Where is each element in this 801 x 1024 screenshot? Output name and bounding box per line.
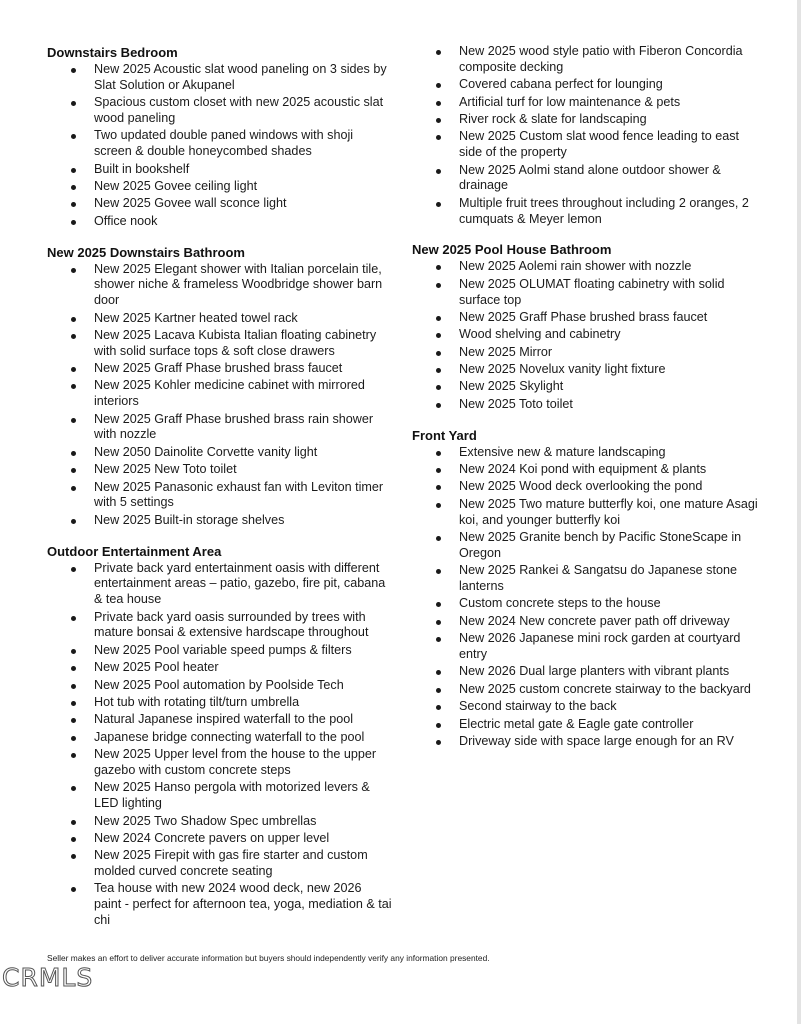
list-item-text: Driveway side with space large enough for an RV (459, 733, 734, 748)
bullet-icon (71, 101, 76, 106)
bullet-icon (71, 684, 76, 689)
bullet-icon (71, 451, 76, 456)
list-item (47, 262, 392, 309)
list-item (412, 682, 762, 698)
list-item-text: New 2026 Japanese mini rock garden at courtyard entry (459, 631, 741, 661)
list-item-text: Private back yard oasis surrounded by trees with mature bonsai & extensive hardscape throughout (94, 609, 369, 640)
list-item-text: New 2025 Upper level from the house to the upper gazebo with custom concrete steps (94, 747, 377, 777)
bullet-icon (436, 705, 441, 710)
list-item (412, 44, 762, 76)
bullet-list (412, 259, 762, 412)
bullet-icon (71, 616, 76, 621)
list-item-text: New 2025 Built-in storage shelves (94, 512, 285, 527)
bullet-icon (436, 333, 441, 338)
bullet-icon (436, 403, 441, 408)
list-item-text: New 2024 New concrete paver path off driveway (459, 613, 730, 628)
bullet-icon (436, 50, 441, 55)
bullet-icon (436, 688, 441, 693)
list-item-text: Hot tub with rotating tilt/turn umbrella (94, 694, 300, 709)
bullet-icon (71, 666, 76, 671)
list-item (47, 311, 392, 327)
bullet-icon (71, 567, 76, 572)
bullet-icon (436, 83, 441, 88)
list-item-text: Office nook (94, 213, 158, 228)
list-item (47, 660, 392, 676)
bullet-icon (71, 468, 76, 473)
list-item-text: New 2025 wood style patio with Fiberon Concordia composite decking (459, 44, 743, 74)
list-item-text: New 2024 Koi pond with equipment & plants (459, 462, 707, 477)
bullet-icon (71, 854, 76, 859)
list-item (47, 831, 392, 847)
list-item-text: New 2025 Two mature butterfly koi, one mature Asagi koi, and younger butterfly koi (459, 496, 758, 527)
list-item-text: New 2025 Govee wall sconce light (94, 196, 287, 211)
list-item (47, 730, 392, 746)
list-item (412, 497, 762, 529)
list-item (47, 412, 392, 444)
bullet-icon (436, 602, 441, 607)
bullet-icon (71, 367, 76, 372)
list-item (412, 614, 762, 630)
list-item (47, 480, 392, 512)
bullet-icon (436, 723, 441, 728)
list-item-text: New 2025 Graff Phase brushed brass faucet (94, 361, 343, 376)
page-edge (797, 0, 801, 1024)
bullet-icon (71, 185, 76, 190)
list-item (412, 277, 762, 309)
list-item-text: New 2025 Mirror (459, 344, 553, 359)
list-item (412, 462, 762, 478)
list-item (47, 378, 392, 410)
left-column (47, 44, 392, 943)
bullet-icon (436, 536, 441, 541)
list-item (412, 310, 762, 326)
section-new-2025-pool-house-bathroom (412, 241, 762, 412)
list-item-text: New 2024 Concrete pavers on upper level (94, 830, 330, 845)
bullet-icon (71, 753, 76, 758)
bullet-icon (71, 736, 76, 741)
list-item-text: New 2025 Kohler medicine cabinet with mirrored interiors (94, 378, 365, 409)
bullet-icon (436, 316, 441, 321)
list-item (412, 327, 762, 343)
list-item-text: New 2025 Hanso pergola with motorized levers & LED lighting (94, 780, 370, 811)
list-item (47, 95, 392, 127)
list-item-text: New 2025 Firepit with gas fire starter and custom molded curved concrete seating (94, 848, 368, 879)
bullet-icon (436, 169, 441, 174)
bullet-icon (71, 68, 76, 73)
list-item (47, 462, 392, 478)
list-item-text: Electric metal gate & Eagle gate controller (459, 716, 694, 731)
section-new-2025-downstairs-bathroom (47, 244, 392, 529)
bullet-icon (71, 519, 76, 524)
bullet-icon (71, 837, 76, 842)
list-item-text: River rock & slate for landscaping (459, 111, 647, 126)
list-item (47, 780, 392, 812)
bullet-list (47, 262, 392, 529)
list-item-text: Multiple fruit trees throughout including 2 oranges, 2 cumquats & Meyer lemon (459, 195, 749, 226)
list-item (412, 397, 762, 413)
list-item (412, 479, 762, 495)
bullet-icon (71, 820, 76, 825)
list-item (412, 563, 762, 595)
bullet-icon (71, 317, 76, 322)
list-item-text: Spacious custom closet with new 2025 acoustic slat wood paneling (94, 95, 384, 125)
list-item-text: New 2025 Pool variable speed pumps & filters (94, 642, 352, 657)
list-item (47, 561, 392, 608)
list-item-text: New 2025 Wood deck overlooking the pond (459, 479, 703, 494)
list-item (412, 129, 762, 161)
bullet-icon (436, 265, 441, 270)
list-item (47, 214, 392, 230)
bullet-icon (436, 351, 441, 356)
list-item-text: Private back yard entertainment oasis with different entertainment areas – patio, gazebo, fire pit, cabana & tea house (94, 560, 386, 607)
list-item (47, 128, 392, 160)
bullet-icon (436, 637, 441, 642)
list-item (47, 814, 392, 830)
list-item (412, 345, 762, 361)
list-item-text: New 2025 Lacava Kubista Italian floating cabinetry with solid surface tops & soft close drawers (94, 327, 377, 358)
list-item (47, 361, 392, 377)
section-title: Front Yard (412, 427, 477, 443)
list-item (47, 610, 392, 642)
bullet-icon (436, 740, 441, 745)
list-item-text: Natural Japanese inspired waterfall to the pool (94, 712, 354, 727)
bullet-icon (436, 451, 441, 456)
section-title: New 2025 Downstairs Bathroom (47, 244, 245, 260)
list-item (412, 717, 762, 733)
list-item (47, 328, 392, 360)
bullet-icon (71, 418, 76, 423)
bullet-list (47, 561, 392, 929)
bullet-icon (436, 569, 441, 574)
list-item (47, 695, 392, 711)
bullet-icon (71, 786, 76, 791)
bullet-icon (436, 101, 441, 106)
section-downstairs-bedroom (47, 44, 392, 230)
list-item (412, 445, 762, 461)
list-item-text: New 2025 Kartner heated towel rack (94, 310, 298, 325)
list-item (412, 259, 762, 275)
section-title: Outdoor Entertainment Area (47, 543, 222, 559)
right-column (412, 44, 762, 764)
section-outdoor-entertainment-area (47, 543, 392, 929)
list-item-text: New 2025 Granite bench by Pacific StoneScape in Oregon (459, 530, 742, 560)
list-item-text: New 2025 Skylight (459, 379, 564, 394)
list-item (47, 179, 392, 195)
bullet-icon (71, 887, 76, 892)
bullet-icon (436, 485, 441, 490)
list-item-text: Built in bookshelf (94, 161, 190, 176)
list-item (412, 112, 762, 128)
list-item (412, 95, 762, 111)
list-item-text: New 2025 Two Shadow Spec umbrellas (94, 813, 317, 828)
list-item-text: New 2025 OLUMAT floating cabinetry with solid surface top (459, 276, 725, 307)
list-item-text: New 2025 Govee ceiling light (94, 178, 258, 193)
bullet-icon (71, 334, 76, 339)
bullet-icon (71, 384, 76, 389)
bullet-icon (436, 468, 441, 473)
bullet-list (412, 445, 762, 750)
list-item-text: Japanese bridge connecting waterfall to the pool (94, 729, 365, 744)
list-item-text: New 2025 Pool automation by Poolside Tech (94, 677, 344, 692)
list-item (47, 445, 392, 461)
list-item (47, 848, 392, 880)
list-item (412, 379, 762, 395)
list-item-text: Wood shelving and cabinetry (459, 327, 621, 342)
list-item-text: New 2025 Panasonic exhaust fan with Leviton timer with 5 settings (94, 479, 384, 510)
list-item-text: New 2025 Custom slat wood fence leading to east side of the property (459, 129, 740, 160)
list-item (47, 747, 392, 779)
list-item-text: Two updated double paned windows with shoji screen & double honeycombed shades (94, 128, 354, 159)
section-title: New 2025 Pool House Bathroom (412, 242, 612, 258)
list-item-text: New 2025 New Toto toilet (94, 462, 237, 477)
bullet-icon (71, 268, 76, 273)
list-item-text: Tea house with new 2024 wood deck, new 2026 paint - perfect for afternoon tea, yoga, mediation & tai chi (94, 881, 392, 928)
bullet-icon (71, 718, 76, 723)
bullet-icon (71, 486, 76, 491)
bullet-icon (436, 670, 441, 675)
bullet-icon (436, 503, 441, 508)
bullet-icon (71, 168, 76, 173)
list-item-text: New 2025 Graff Phase brushed brass faucet (459, 309, 708, 324)
list-item-text: Extensive new & mature landscaping (459, 444, 666, 459)
list-item-text: Second stairway to the back (459, 699, 617, 714)
list-item (412, 699, 762, 715)
list-item (412, 530, 762, 562)
list-item-text: New 2025 Pool heater (94, 660, 219, 675)
section-title: Downstairs Bedroom (47, 45, 178, 60)
list-item (412, 77, 762, 93)
list-item (412, 664, 762, 680)
list-item (412, 196, 762, 228)
bullet-icon (436, 202, 441, 207)
bullet-icon (71, 202, 76, 207)
disclaimer-text: Seller makes an effort to deliver accurate information but buyers should independently verify any information presented. (47, 953, 490, 963)
list-item (47, 513, 392, 529)
list-item-text: New 2026 Dual large planters with vibrant plants (459, 664, 730, 679)
bullet-list (47, 62, 392, 230)
list-item (47, 678, 392, 694)
list-item-text: Covered cabana perfect for lounging (459, 77, 663, 92)
list-item-text: New 2025 Toto toilet (459, 396, 573, 411)
list-item (412, 163, 762, 195)
list-item (47, 712, 392, 728)
list-item (47, 162, 392, 178)
bullet-icon (71, 649, 76, 654)
list-item-text: New 2025 custom concrete stairway to the backyard (459, 681, 751, 696)
list-item (412, 734, 762, 750)
list-item (47, 643, 392, 659)
list-item-text: New 2025 Acoustic slat wood paneling on 3 sides by Slat Solution or Akupanel (94, 62, 387, 92)
list-item (47, 196, 392, 212)
list-item-text: New 2025 Graff Phase brushed brass rain shower with nozzle (94, 411, 374, 442)
section-front-yard (412, 427, 762, 750)
crmls-logo: CRMLS (2, 963, 94, 992)
list-item (412, 631, 762, 663)
bullet-icon (71, 701, 76, 706)
list-item-text: New 2025 Rankei & Sangatsu do Japanese stone lanterns (459, 563, 737, 593)
bullet-icon (71, 134, 76, 139)
bullet-list (412, 44, 762, 227)
list-item-text: Custom concrete steps to the house (459, 596, 661, 611)
bullet-icon (436, 385, 441, 390)
list-item (412, 596, 762, 612)
bullet-icon (436, 135, 441, 140)
bullet-icon (436, 118, 441, 123)
bullet-icon (436, 368, 441, 373)
list-item-text: New 2050 Dainolite Corvette vanity light (94, 444, 318, 459)
list-item-text: New 2025 Aolemi rain shower with nozzle (459, 259, 692, 274)
list-item-text: New 2025 Elegant shower with Italian porcelain tile, shower niche & frameless Woodbridge shower barn door (94, 261, 383, 308)
bullet-icon (436, 283, 441, 288)
list-item-text: Artificial turf for low maintenance & pets (459, 94, 681, 109)
section-continued (412, 44, 762, 227)
list-item (47, 62, 392, 94)
list-item-text: New 2025 Aolmi stand alone outdoor shower & drainage (459, 162, 721, 193)
bullet-icon (71, 220, 76, 225)
list-item-text: New 2025 Novelux vanity light fixture (459, 362, 666, 377)
list-item (412, 362, 762, 378)
list-item (47, 881, 392, 928)
bullet-icon (436, 620, 441, 625)
